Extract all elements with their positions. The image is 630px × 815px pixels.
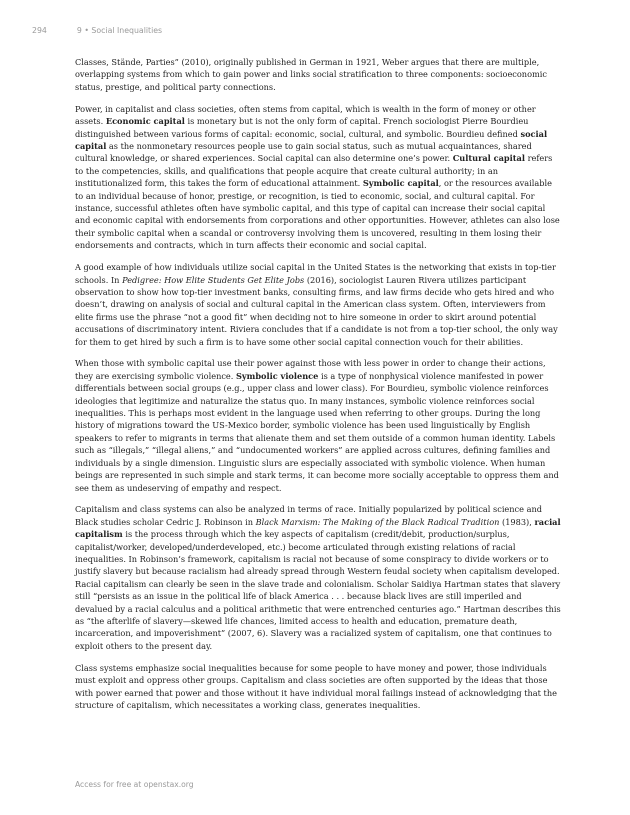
key-term: Symbolic capital: [362, 178, 439, 189]
footer-link[interactable]: Access for free at openstax.org: [75, 780, 194, 789]
text-run: Classes, Stände, Parties” (2010), originally published in German in 1921, Weber argues that there are multiple, overlapping systems from which to gain power and links social stratification to three components: socioeconomic status, prestige, and political party connections.: [75, 57, 547, 92]
key-term: Cultural capital: [452, 153, 525, 164]
text-run: is monetary but is not the only form of capital. French sociologist Pierre Bourdieu distinguished between various forms of capital: economic, social, cultural, and symbolic. Bourdieu defined: [75, 116, 529, 139]
page-footer: [75, 780, 194, 789]
main-content: [75, 56, 561, 721]
page-header: [32, 26, 162, 35]
book-title: Black Marxism: The Making of the Black Radical Tradition: [255, 516, 500, 527]
paragraph: [75, 503, 561, 652]
paragraph: [75, 56, 561, 93]
text-run: When those with symbolic capital use their power against those with less power in order to change their actions, they are exercising symbolic violence.: [75, 358, 546, 381]
paragraph: [75, 662, 561, 712]
text-run: (1983),: [499, 516, 535, 527]
key-term: social capital: [75, 128, 548, 151]
text-run: Capitalism and class systems can also be analyzed in terms of race. Initially popularized by political science and Black studies scholar Cedric J. Robinson in: [75, 504, 542, 527]
paragraph: [75, 357, 561, 493]
text-run: , or the resources available to an individual because of honor, prestige, or recognition, is tied to economic, social, and cultural capital. For instance, successful athletes often have symbolic capital, and this type of capital can increase their social capital and economic capital with endorsements from corporations and other opportunities. However, athletes can also lose their symbolic capital when a scandal or controversy involving them is uncovered, resulting in them losing their endorsements and contracts, which in turn affects their economic and social capital.: [75, 178, 560, 251]
text-run: (2016), sociologist Lauren Rivera utilizes participant observation to show how top-tier investment banks, consulting firms, and law firms decide who gets hired and who doesn’t, drawing on analysis of social and cultural capital in the American class system. Often, interviewers from elite firms use the phrase “not a good fit” when deciding not to hire someone in order to skirt around potential accusations of discriminatory intent. Riviera concludes that if a candidate is not from a top-tier school, the only way for them to get hired by such a firm is to have some other social capital connection vouch for their abilities.: [75, 274, 558, 347]
page-number: 294: [32, 26, 47, 35]
paragraph: [75, 261, 561, 348]
key-term: Symbolic violence: [235, 370, 319, 381]
text-run: refers to the competencies, skills, and qualifications that people acquire that create cultural authority; in an institutionalized form, this takes the form of educational attainment.: [75, 153, 553, 189]
text-run: is a type of nonphysical violence manifested in power differentials between social groups (e.g., upper class and lower class). For Bourdieu, symbolic violence reinforces ideologies that legitimize and naturalize the status quo. In many instances, symbolic violence reinforces social inequalities. This is perhaps most evident in the language used when referring to other groups. During the long history of migrations toward the US-Mexico border, symbolic violence has been used linguistically by English speakers to refer to migrants in terms that alienate them and set them outside of a common human identity. Labels such as “illegals,” “illegal aliens,” and “undocumented workers” are applied across cultures, defining families and individuals by a single dimension. Linguistic slurs are especially associated with symbolic violence. When human beings are represented in such simple and stark terms, it can become more socially acceptable to oppress them and see them as undeserving of empathy and respect.: [75, 370, 559, 493]
key-term: Economic capital: [105, 116, 185, 127]
text-run: A good example of how individuals utilize social capital in the United States is the networking that exists in top-tier schools. In: [75, 262, 556, 285]
text-run: Class systems emphasize social inequalities because for some people to have money and power, those individuals must exploit and oppress other groups. Capitalism and class societies are often supported by the ideas that those with power earned that power and those without it have individual moral failings instead of acknowledging that the structure of capitalism, which necessitates a working class, generates inequalities.: [75, 662, 557, 710]
key-term: racial capitalism: [75, 516, 561, 540]
chapter-title: 9 • Social Inequalities: [76, 26, 163, 35]
book-title: Pedigree: How Elite Students Get Elite Jobs: [122, 274, 305, 285]
paragraph: [75, 103, 561, 252]
text-run: as the nonmonetary resources people use to gain social status, such as mutual acquaintances, shared cultural knowledge, or shared experiences. Social capital can also determine one’s power.: [75, 140, 532, 164]
text-run: Power, in capitalist and class societies, often stems from capital, which is wealth in the form of money or other assets.: [75, 103, 536, 127]
text-run: is the process through which the key aspects of capitalism (credit/debit, production/surplus, capitalist/worker, developed/underdeveloped, etc.) become articulated through existing relations of racial inequalities. In Robinson’s framework, capitalism is racial not because of some conspiracy to divide workers or to justify slavery but because racialism had already spread through Western feudal society when capitalism developed. Racial capitalism can clearly be seen in the slave trade and colonialism. Scholar Saidiya Hartman states that slavery still “persists as an issue in the political life of black America . . . because black lives are still imperiled and devalued by a racial calculus and a political arithmetic that were entrenched centuries ago.” Hartman describes this as “the afterlife of slavery—skewed life chances, limited access to health and education, premature death, incarceration, and impoverishment” (2007, 6). Slavery was a racialized system of capitalism, one that continues to exploit others to the present day.: [75, 529, 561, 651]
